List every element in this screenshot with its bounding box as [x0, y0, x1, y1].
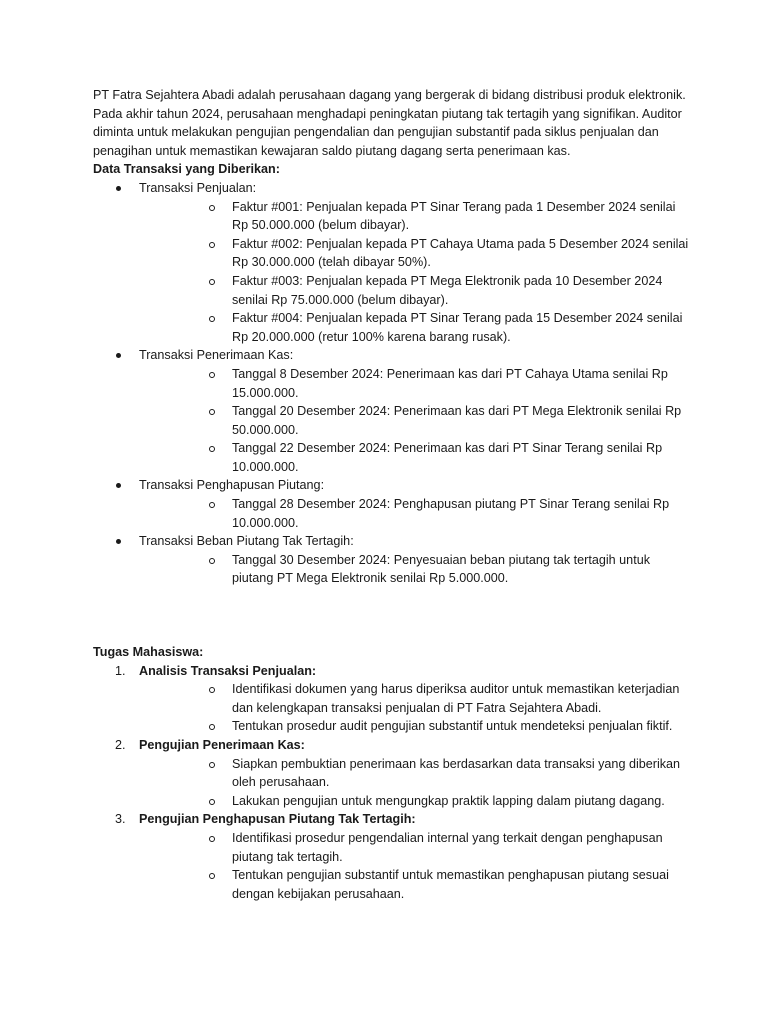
circle-bullet-icon [209, 409, 215, 415]
list-item: Faktur #003: Penjualan kepada PT Mega Elektronik pada 10 Desember 2024 senilai Rp 75.000.000 (belum dibayar). [139, 272, 689, 309]
transaction-list [93, 179, 689, 588]
task-number: 3. [115, 812, 126, 827]
circle-bullet-icon [209, 372, 215, 378]
list-item: Tentukan prosedur audit pengujian substantif untuk mendeteksi penjualan fiktif. [139, 717, 689, 736]
list-item: Tanggal 8 Desember 2024: Penerimaan kas dari PT Cahaya Utama senilai Rp 15.000.000. [139, 365, 689, 402]
circle-bullet-icon [209, 687, 215, 693]
circle-bullet-icon [209, 502, 215, 508]
bullet-icon [116, 186, 121, 191]
circle-bullet-icon [209, 446, 215, 452]
task-number: 2. [115, 738, 126, 752]
list-item: Identifikasi dokumen yang harus diperiksa auditor untuk memastikan keterjadian dan kelengkapan transaksi penjualan di PT Fatra Sejahtera Abadi. [139, 680, 689, 717]
transaction-group-label: Transaksi Beban Piutang Tak Tertagih: [139, 534, 354, 549]
transaction-group-label: Transaksi Penerimaan Kas: [139, 348, 294, 363]
list-item: Tanggal 28 Desember 2024: Penghapusan piutang PT Sinar Terang senilai Rp 10.000.000. [139, 495, 689, 532]
circle-bullet-icon [209, 316, 215, 322]
circle-bullet-icon [209, 242, 215, 248]
task-item [93, 662, 689, 736]
intro-paragraph: PT Fatra Sejahtera Abadi adalah perusahaan dagang yang bergerak di bidang distribusi produk elektronik. Pada akhir tahun 2024, perusahaan menghadapi peningkatan piutang tak tertagih yang signifikan. Auditor diminta untuk melakukan pengujian pengendalian dan pengujian substantif pada siklus penjualan dan penagihan untuk memastikan kewajaran saldo piutang dagang serta penerimaan kas. [93, 88, 686, 158]
circle-bullet-icon [209, 836, 215, 842]
list-item: Faktur #004: Penjualan kepada PT Sinar Terang pada 15 Desember 2024 senilai Rp 20.000.000 (retur 100% karena barang rusak). [139, 309, 689, 346]
transaction-group-label: Transaksi Penghapusan Piutang: [139, 478, 325, 493]
tasks-heading: Tugas Mahasiswa: [93, 645, 204, 660]
data-heading: Data Transaksi yang Diberikan: [93, 162, 280, 177]
list-item: Tanggal 22 Desember 2024: Penerimaan kas dari PT Sinar Terang senilai Rp 10.000.000. [139, 439, 689, 476]
circle-bullet-icon [209, 873, 215, 879]
transaction-group [93, 476, 689, 532]
circle-bullet-icon [209, 724, 215, 730]
circle-bullet-icon [209, 279, 215, 285]
circle-bullet-icon [209, 558, 215, 564]
circle-bullet-icon [209, 762, 215, 768]
list-item: Faktur #001: Penjualan kepada PT Sinar Terang pada 1 Desember 2024 senilai Rp 50.000.000 (belum dibayar). [139, 198, 689, 235]
transaction-group-label: Transaksi Penjualan: [139, 180, 257, 195]
task-item [93, 736, 689, 810]
list-item: Tanggal 20 Desember 2024: Penerimaan kas dari PT Mega Elektronik senilai Rp 50.000.000. [139, 402, 689, 439]
task-number: 1. [115, 663, 126, 678]
list-item: Identifikasi prosedur pengendalian internal yang terkait dengan penghapusan piutang tak tertagih. [139, 829, 689, 866]
task-item [93, 810, 689, 903]
transaction-group [93, 346, 689, 476]
bullet-icon [116, 539, 121, 544]
bullet-icon [116, 483, 121, 488]
list-item: Lakukan pengujian untuk mengungkap praktik lapping dalam piutang dagang. [139, 792, 689, 811]
list-item: Tentukan pengujian substantif untuk memastikan penghapusan piutang sesuai dengan kebijakan perusahaan. [139, 866, 689, 903]
bullet-icon [116, 353, 121, 358]
circle-bullet-icon [209, 205, 215, 211]
task-title: Pengujian Penerimaan Kas: [139, 738, 305, 752]
list-item: Faktur #002: Penjualan kepada PT Cahaya Utama pada 5 Desember 2024 senilai Rp 30.000.000 (telah dibayar 50%). [139, 235, 689, 272]
task-title: Analisis Transaksi Penjualan: [139, 663, 317, 678]
list-item: Siapkan pembuktian penerimaan kas berdasarkan data transaksi yang diberikan oleh perusahaan. [139, 755, 689, 792]
list-item: Tanggal 30 Desember 2024: Penyesuaian beban piutang tak tertagih untuk piutang PT Mega Elektronik senilai Rp 5.000.000. [139, 551, 689, 588]
task-list [93, 662, 689, 904]
transaction-group [93, 532, 689, 588]
document-content [93, 86, 689, 903]
section-gap [93, 588, 689, 643]
circle-bullet-icon [209, 799, 215, 805]
task-title: Pengujian Penghapusan Piutang Tak Tertagih: [139, 812, 416, 827]
transaction-group [93, 179, 689, 346]
